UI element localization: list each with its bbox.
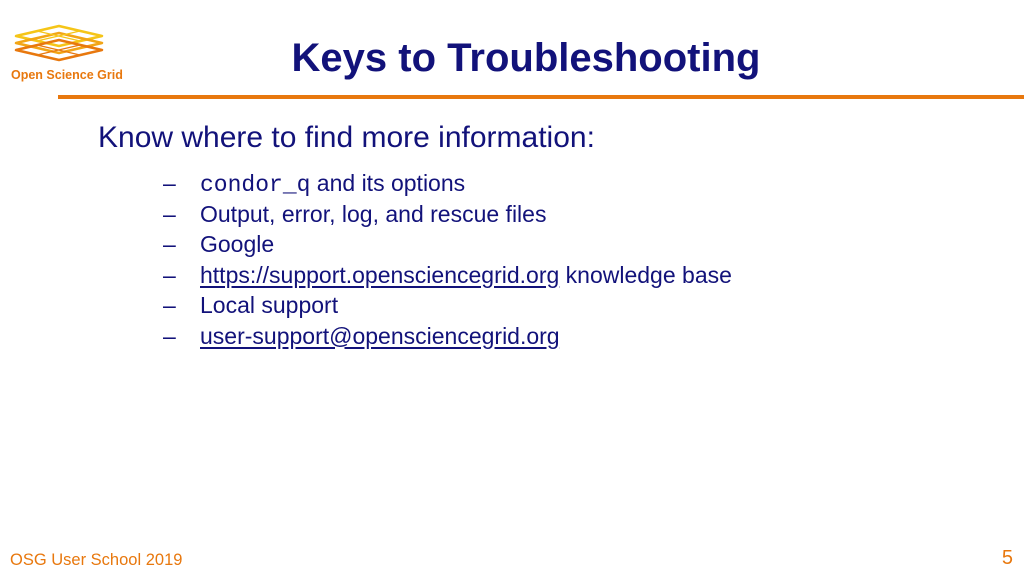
logo-text: Open Science Grid [11, 68, 123, 82]
bullet-text: Local support [200, 292, 339, 318]
bullet-condor-q [163, 168, 732, 199]
support-site-link[interactable]: https://support.opensciencegrid.org [200, 261, 560, 288]
slide-heading: Know where to find more information: [98, 121, 595, 154]
bullet-dash: – [163, 231, 176, 257]
bullet-dash: – [163, 322, 176, 349]
bullet-output-files [163, 199, 732, 230]
bullet-google [163, 229, 732, 260]
bullet-text: Google [200, 231, 275, 257]
bullet-local-support [163, 290, 732, 321]
slide-title: Keys to Troubleshooting [291, 36, 761, 80]
bullet-text: and its options [310, 170, 466, 196]
bullet-dash: – [163, 170, 176, 196]
bullet-text: Output, error, log, and rescue files [200, 200, 547, 227]
bullet-dash: – [163, 200, 176, 227]
user-support-email-link[interactable]: user-support@opensciencegrid.org [200, 322, 560, 349]
bullet-text: knowledge base [559, 261, 732, 288]
bullet-list [163, 168, 732, 351]
footer-text: OSG User School 2019 [10, 551, 183, 569]
bullet-dash: – [163, 292, 176, 318]
page-number: 5 [1001, 547, 1013, 569]
condor-q-command: condor_q [200, 172, 311, 198]
bullet-dash: – [163, 261, 176, 288]
bullet-support-site [163, 260, 732, 291]
title-divider [58, 95, 1024, 99]
bullet-user-support-email [163, 321, 732, 352]
